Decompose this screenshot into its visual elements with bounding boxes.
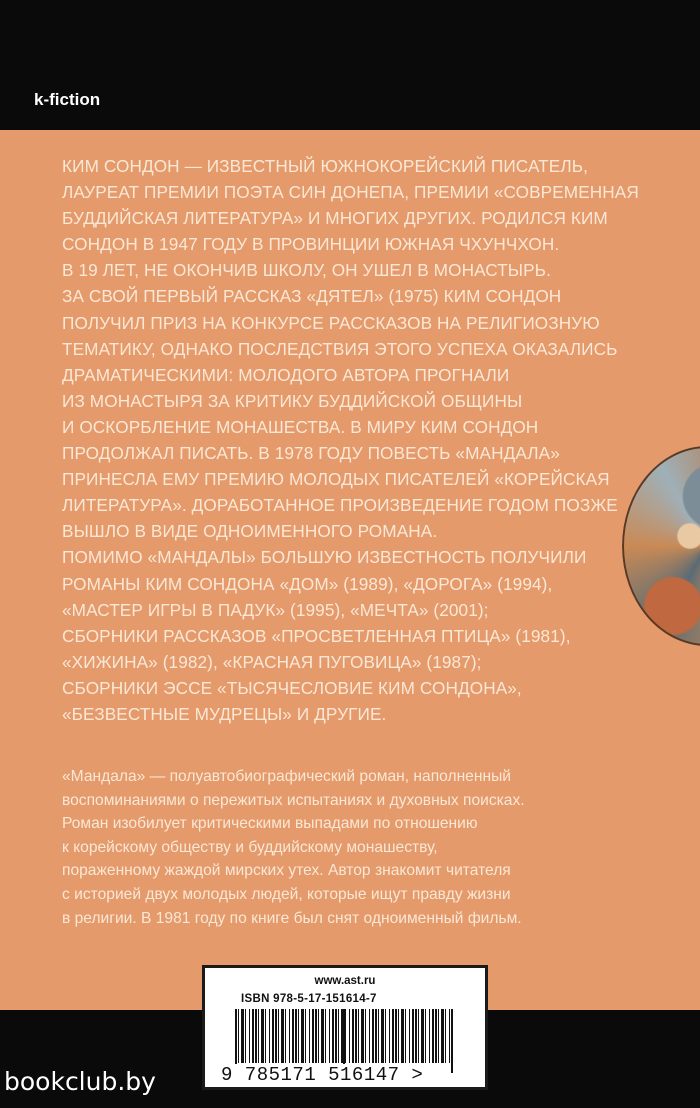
- bio-line: «БЕЗВЕСТНЫЕ МУДРЕЦЫ» И ДРУГИЕ.: [62, 703, 387, 724]
- barcode-digits: 9 785171 516147 >: [221, 1064, 424, 1086]
- top-band: [0, 0, 700, 130]
- bio-line: В 19 ЛЕТ, НЕ ОКОНЧИВ ШКОЛУ, ОН УШЕЛ В МОНАСТЫРЬ.: [62, 260, 551, 281]
- bio-line: ПОЛУЧИЛ ПРИЗ НА КОНКУРСЕ РАССКАЗОВ НА РЕЛИГИОЗНУЮ: [62, 312, 600, 333]
- synopsis-line: пораженному жаждой мирских утех. Автор знакомит читателя: [62, 862, 511, 880]
- bio-line: ПРОДОЛЖАЛ ПИСАТЬ. В 1978 ГОДУ ПОВЕСТЬ «МАНДАЛА»: [62, 443, 560, 464]
- barcode-guard-right: [451, 1009, 453, 1073]
- synopsis-line: с историей двух молодых людей, которые ищут правду жизни: [62, 885, 511, 903]
- bio-line: «МАСТЕР ИГРЫ В ПАДУК» (1995), «МЕЧТА» (2001);: [62, 599, 489, 620]
- bio-line: И ОСКОРБЛЕНИЕ МОНАШЕСТВА. В МИРУ КИМ СОНДОН: [62, 416, 539, 437]
- bio-line: ВЫШЛО В ВИДЕ ОДНОИМЕННОГО РОМАНА.: [62, 521, 438, 542]
- synopsis-line: в религии. В 1981 году по книге был снят одноименный фильм.: [62, 909, 522, 927]
- synopsis-line: Роман изобилует критическими выпадами по отношению: [62, 815, 478, 833]
- bio-line: КИМ СОНДОН — ИЗВЕСТНЫЙ ЮЖНОКОРЕЙСКИЙ ПИСАТЕЛЬ,: [62, 156, 588, 176]
- bio-line: СБОРНИКИ ЭССЕ «ТЫСЯЧЕСЛОВИЕ КИМ СОНДОНА»,: [62, 677, 522, 698]
- mandala-artwork: [622, 446, 700, 646]
- bio-line: ЗА СВОЙ ПЕРВЫЙ РАССКАЗ «ДЯТЕЛ» (1975) КИМ СОНДОН: [62, 286, 562, 307]
- watermark: bookclub.by: [4, 1067, 156, 1096]
- synopsis-line: к корейскому обществу и буддийскому монашеству,: [62, 838, 438, 856]
- synopsis-line: «Мандала» — полуавтобиографический роман, наполненный: [62, 768, 511, 785]
- bio-line: СОНДОН В 1947 ГОДУ В ПРОВИНЦИИ ЮЖНАЯ ЧХУНЧХОН.: [62, 234, 560, 255]
- bio-line: ЛИТЕРАТУРА». ДОРАБОТАННОЕ ПРОИЗВЕДЕНИЕ ГОДОМ ПОЗЖЕ: [62, 495, 618, 516]
- author-bio: [62, 153, 639, 727]
- synopsis-line: воспоминаниями о пережитых испытаниях и духовных поисках.: [62, 791, 525, 809]
- bio-line: ЛАУРЕАТ ПРЕМИИ ПОЭТА СИН ДОНЕПА, ПРЕМИИ «СОВРЕМЕННАЯ: [62, 182, 639, 203]
- isbn-number: ISBN 978-5-17-151614-7: [241, 993, 377, 1005]
- book-synopsis: [62, 765, 622, 930]
- imprint-logo: k-fiction: [34, 90, 101, 109]
- bio-line: ПОМИМО «МАНДАЛЫ» БОЛЬШУЮ ИЗВЕСТНОСТЬ ПОЛУЧИЛИ: [62, 547, 587, 568]
- bio-line: «ХИЖИНА» (1982), «КРАСНАЯ ПУГОВИЦА» (1987);: [62, 651, 482, 672]
- bio-line: ПРИНЕСЛА ЕМУ ПРЕМИЮ МОЛОДЫХ ПИСАТЕЛЕЙ «КОРЕЙСКАЯ: [62, 469, 610, 490]
- bio-line: ИЗ МОНАСТЫРЯ ЗА КРИТИКУ БУДДИЙСКОЙ ОБЩИНЫ: [62, 390, 523, 411]
- bio-line: БУДДИЙСКАЯ ЛИТЕРАТУРА» И МНОГИХ ДРУГИХ. РОДИЛСЯ КИМ: [62, 208, 608, 229]
- bio-line: ДРАМАТИЧЕСКИМИ: МОЛОДОГО АВТОРА ПРОГНАЛИ: [62, 364, 510, 385]
- bio-line: ТЕМАТИКУ, ОДНАКО ПОСЛЕДСТВИЯ ЭТОГО УСПЕХА ОКАЗАЛИСЬ: [62, 338, 618, 359]
- barcode-panel: [202, 965, 488, 1090]
- publisher-website: www.ast.ru: [314, 975, 376, 987]
- bio-line: РОМАНЫ КИМ СОНДОНА «ДОМ» (1989), «ДОРОГА» (1994),: [62, 573, 553, 594]
- bio-line: СБОРНИКИ РАССКАЗОВ «ПРОСВЕТЛЕННАЯ ПТИЦА» (1981),: [62, 625, 571, 646]
